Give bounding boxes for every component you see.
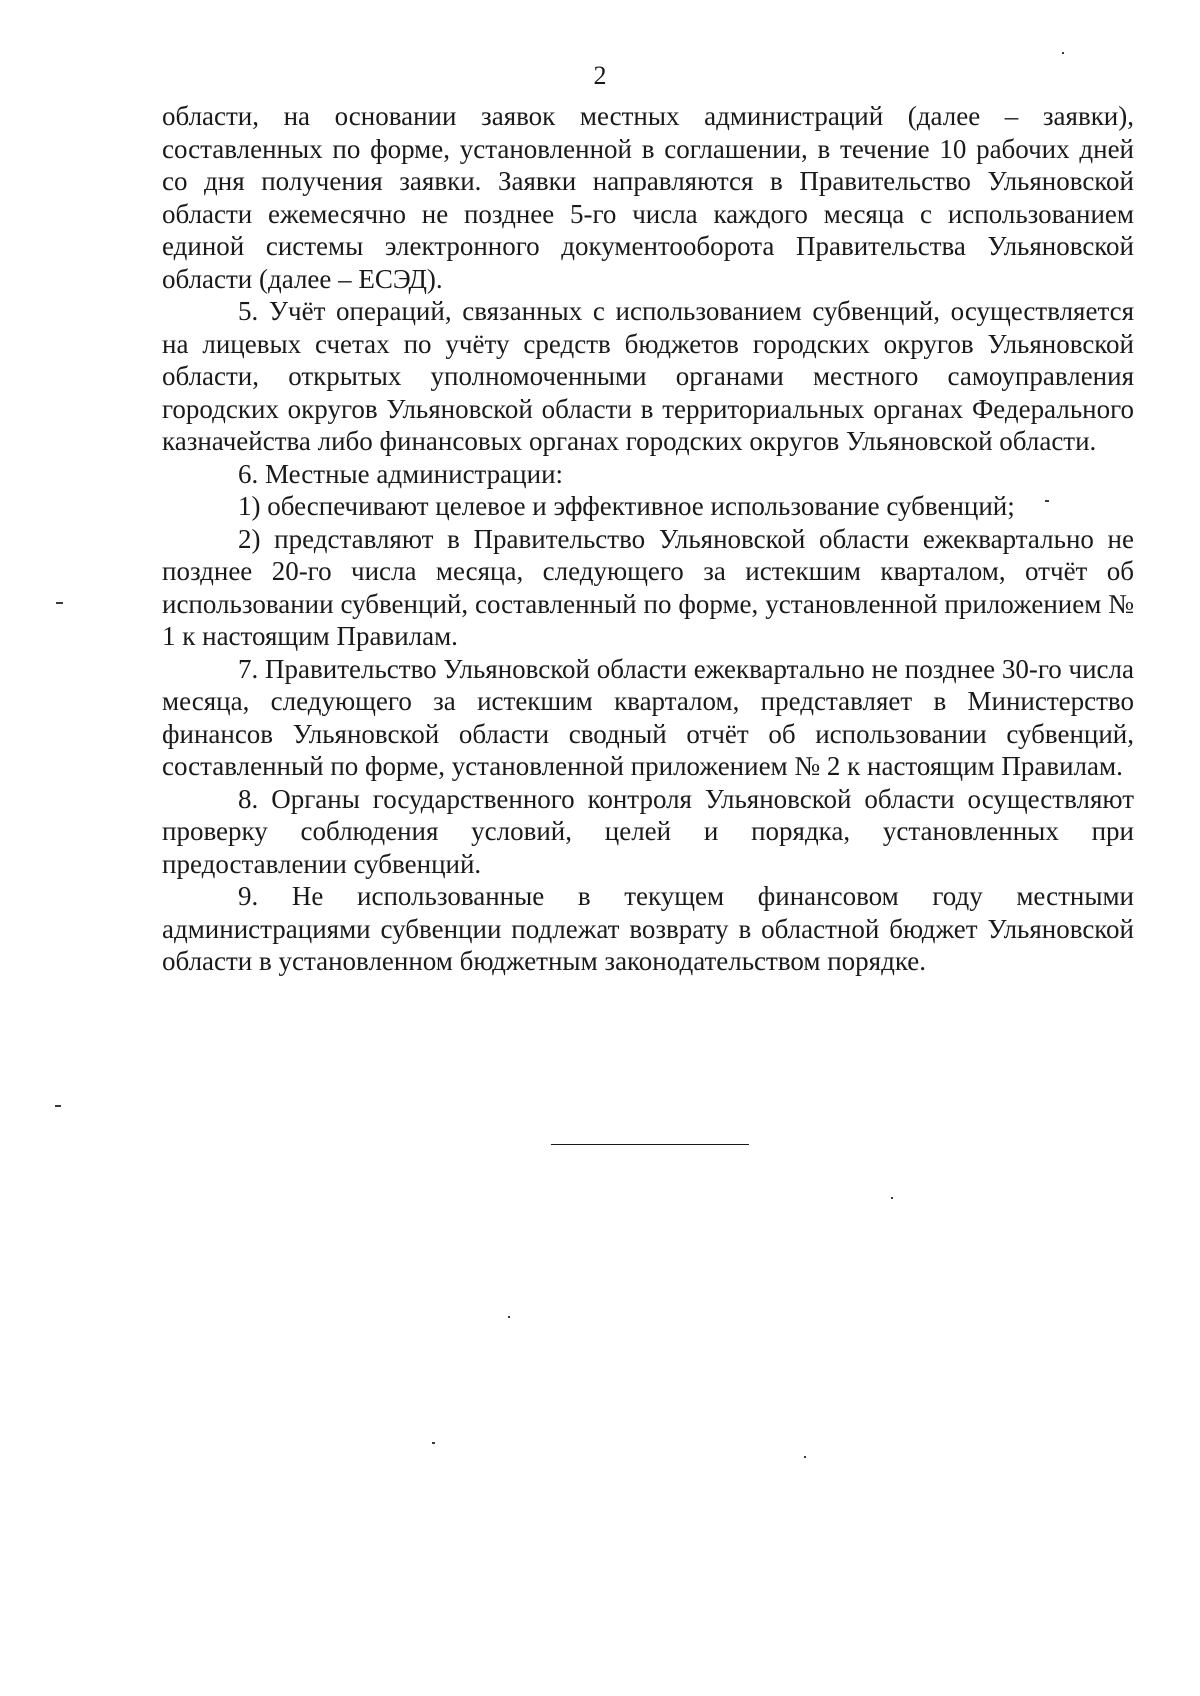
- scan-speck: [1045, 500, 1049, 502]
- scan-speck: [508, 1316, 510, 1318]
- paragraph-item-5: 5. Учёт операций, связанных с использованием субвенций, осуществляется на лицевых счетах по учёту средств бюджетов городских округов Ульяновской области, открытых уполномоченными органами местного самоуправления городских округов Ульяновской области в территориальных органах Федерального казначейства либо финансовых органах городских округов Ульяновской области.: [162, 296, 1134, 456]
- end-of-text-rule: [551, 1144, 749, 1145]
- scan-speck: [56, 602, 63, 604]
- paragraph-item-7: 7. Правительство Ульяновской области ежеквартально не позднее 30-го числа месяца, следующего за истекшим кварталом, представляет в Министерство финансов Ульяновской области сводный отчёт об использовании субвенций, составленный по форме, установленной приложением № 2 к настоящим Правилам.: [162, 653, 1134, 781]
- paragraph-continuation: области, на основании заявок местных администраций (далее – заявки), составленных по форме, установленной в соглашении, в течение 10 рабочих дней со дня получения заявки. Заявки направляются в Правительство Ульяновской области ежемесячно не позднее 5-го числа каждого месяца с использованием единой системы электронного документооборота Правительства Ульяновской области (далее – ЕСЭД).: [162, 101, 1134, 294]
- scan-speck: [432, 1442, 435, 1444]
- paragraph-item-9: 9. Не использованные в текущем финансовом году местными администрациями субвенции подлежат возврату в областной бюджет Ульяновской области в установленном бюджетным законодательством порядке.: [162, 881, 1134, 976]
- scan-speck: [891, 1197, 893, 1199]
- scan-speck: [55, 1105, 61, 1107]
- scan-speck: [804, 1456, 806, 1458]
- paragraph-subitem-6-2: 2) представляют в Правительство Ульяновской области ежеквартально не позднее 20-го числа месяца, следующего за истекшим кварталом, отчёт об использовании субвенций, составленный по форме, установленной приложением № 1 к настоящим Правилам.: [162, 523, 1134, 651]
- page-number: 2: [593, 61, 607, 90]
- paragraph-item-6: 6. Местные администрации:: [238, 458, 564, 489]
- paragraph-subitem-6-1: 1) обеспечивают целевое и эффективное использование субвенций;: [238, 491, 1015, 521]
- document-body: [162, 100, 1134, 978]
- scan-speck: [1062, 52, 1064, 54]
- paragraph-item-8: 8. Органы государственного контроля Ульяновской области осуществляют проверку соблюдения условий, целей и порядка, установленных при предоставлении субвенций.: [162, 783, 1134, 879]
